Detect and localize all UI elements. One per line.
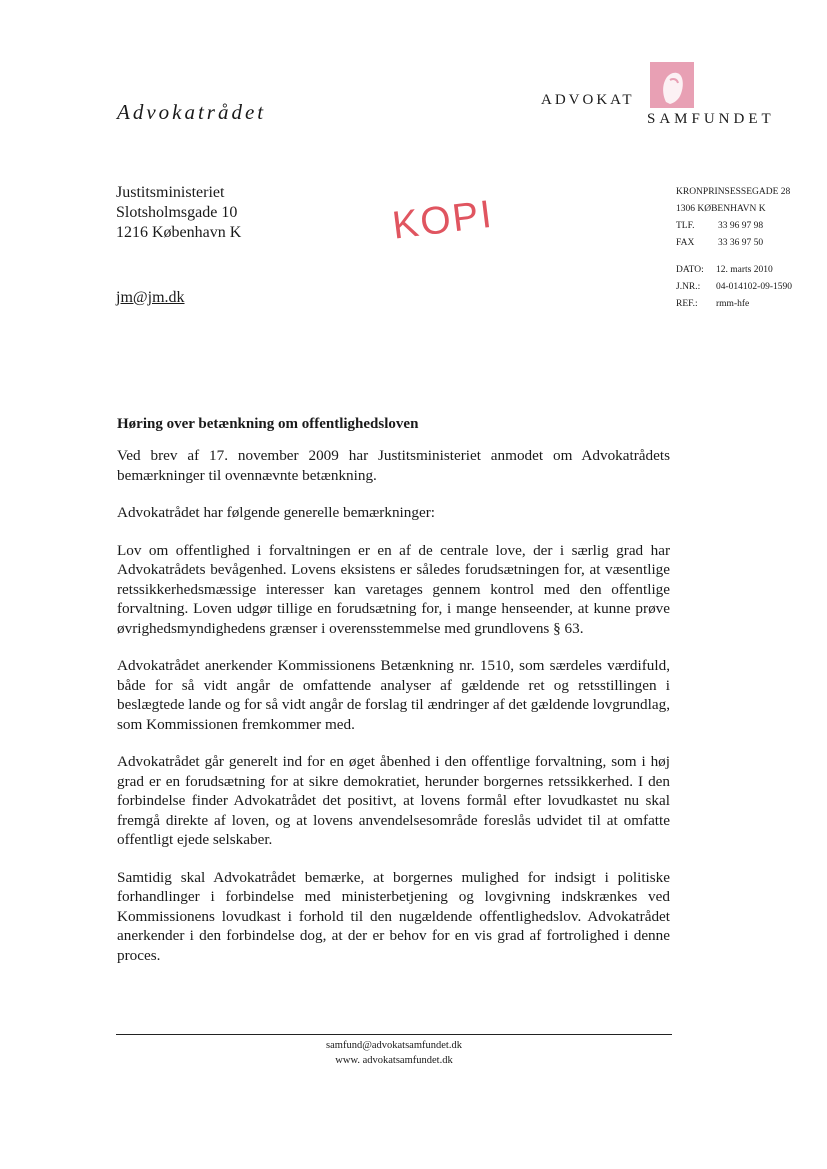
body-paragraph: Lov om offentlighed i forvaltningen er en af de centrale love, der i særlig grad har Advokatrådets bevågenhed. Lovens eksistens er således forudsætningen for, at væsentlige retssikkerhedsmæssige interesser kan varetages gennem kontrol med den offentlige forvaltning. Loven udgør tillige en forudsætning for, i mange henseender, at kunne prøve øvrighedsmyndighedens grænser i overensstemmelse med grundlovens § 63. [117, 541, 670, 637]
kopi-stamp: KOPI [390, 192, 496, 248]
letter-subject: Høring over betænkning om offentlighedsloven [117, 416, 419, 432]
footer [116, 1038, 672, 1068]
recipient-email-link[interactable]: jm@jm.dk [116, 289, 185, 306]
ref-value: rmm-hfe [716, 299, 750, 309]
jnr-label: J.NR.: [676, 282, 701, 292]
dato-label: DATO: [676, 265, 704, 275]
recipient-line: Slotsholmsgade 10 [116, 204, 238, 221]
advokat-wordmark: ADVOKAT [541, 92, 635, 108]
dato-value: 12. marts 2010 [716, 265, 773, 275]
advokatradet-brand: Advokatrådet [117, 100, 267, 124]
tlf-value: 33 96 97 98 [718, 221, 764, 231]
ref-label: REF.: [676, 299, 698, 309]
body-paragraph: Samtidig skal Advokatrådet bemærke, at borgernes mulighed for indsigt i politiske forhandlinger i forbindelse med ministerbetjening og lovgivning indskrænkes ved Kommissionens lovudkast i forhold til den nugældende offentlighedslov. Advokatrådet anerkender i den forbindelse dog, at der er behov for en vis grad af fortrolighed i denne proces. [117, 868, 670, 964]
recipient-line: 1216 København K [116, 224, 242, 241]
recipient-address [116, 183, 241, 243]
jnr-value: 04-014102-09-1590 [716, 282, 792, 292]
recipient-line: Justitsministeriet [116, 184, 225, 201]
sender-info [676, 184, 792, 313]
tlf-label: TLF. [676, 221, 695, 231]
body-paragraph: Advokatrådet går generelt ind for en øget åbenhed i den offentlige forvaltning, som i høj grad er en forudsætning for at sikre demokratiet, herunder borgernes retssikkerhed. I den forbindelse finder Advokatrådet det positivt, at lovens formål efter lovudkastet nu skal fremgå direkte af loven, og at lovens anvendelsesområde foreslås udvidet til at omfatte offentligt ejede selskaber. [117, 753, 670, 848]
body-paragraph: Advokatrådet har følgende generelle bemærkninger: [117, 504, 435, 521]
footer-web-link[interactable]: www. advokatsamfundet.dk [335, 1055, 453, 1066]
letter-body [117, 446, 670, 983]
footer-email-link[interactable]: samfund@advokatsamfundet.dk [326, 1040, 462, 1051]
samfundet-wordmark: SAMFUNDET [647, 111, 775, 127]
sender-address-line: 1306 KØBENHAVN K [676, 204, 766, 214]
footer-divider [116, 1034, 672, 1035]
body-paragraph: Ved brev af 17. november 2009 har Justitsministeriet anmodet om Advokatrådets bemærkninger til ovennævnte betænkning. [117, 447, 670, 484]
fax-value: 33 36 97 50 [718, 238, 764, 248]
body-paragraph: Advokatrådet anerkender Kommissionens Betænkning nr. 1510, som særdeles værdifuld, både for så vidt angår de omfattende analyser af gældende ret og retsstillingen i beslægtede lande og for så vidt angår de forslag til ændringer af det gældende lovgrundlag, som Kommissionen fremkommer med. [117, 657, 670, 733]
advokatsamfundet-logo-icon [650, 62, 694, 108]
fax-label: FAX [676, 238, 695, 248]
sender-address-line: KRONPRINSESSEGADE 28 [676, 187, 791, 197]
